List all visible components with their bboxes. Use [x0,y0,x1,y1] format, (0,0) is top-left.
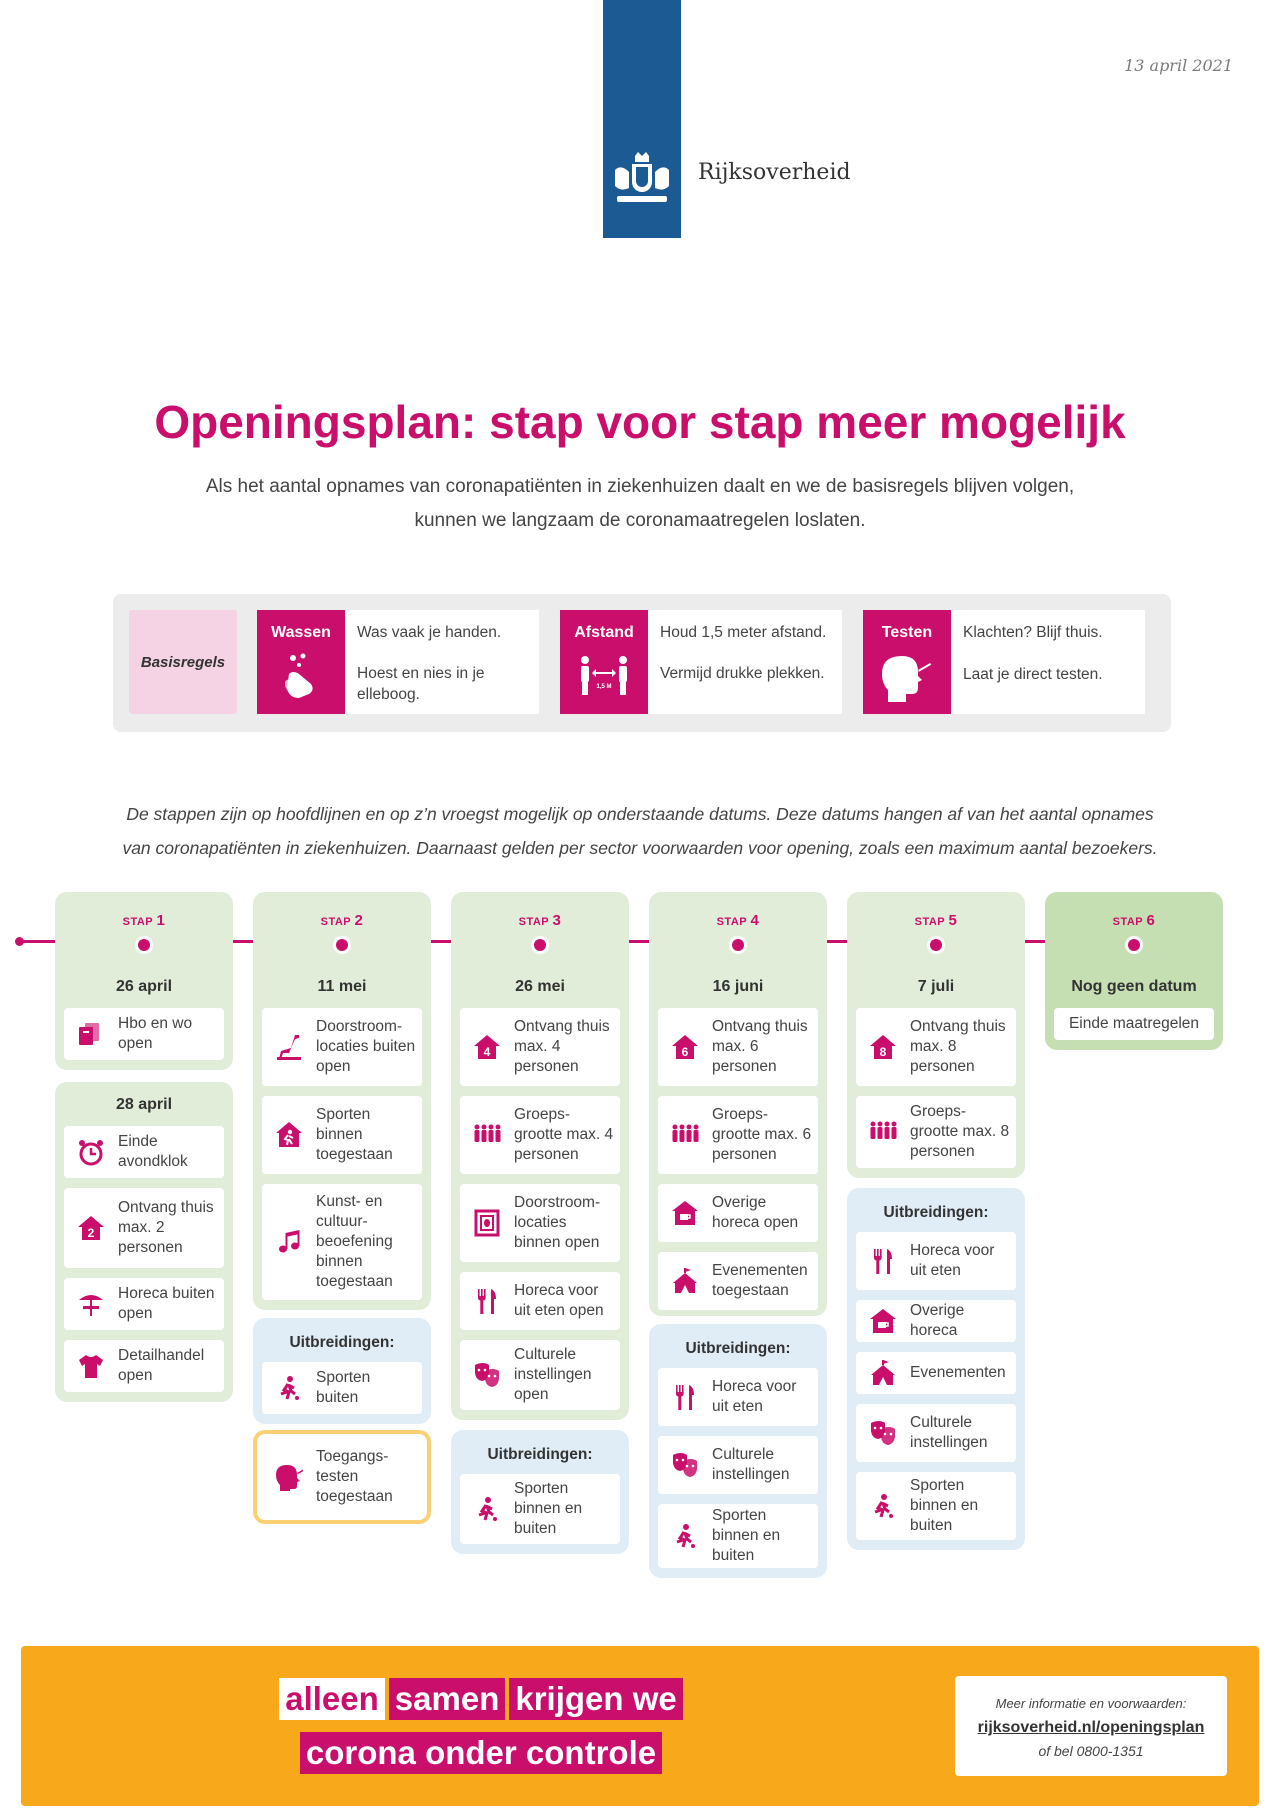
step-1-column [55,892,233,1070]
measure-card [658,1436,818,1494]
hand-washing-icon [279,652,323,702]
measure-text: Horeca buiten open [118,1285,215,1322]
measure-card [460,1184,620,1262]
slogan [21,1676,941,1784]
extensions-label: Uitbreidingen: [289,1334,395,1351]
intro-text: De stappen zijn op hoofdlijnen en op z’n vroegst mogelijk op onderstaande datums. Deze datums hangen af van het aantal opnames van coronapatiënten in ziekenhuizen. Daarnaast gelden per sector voorwaarden voor opening, zoals een maximum aantal bezoekers. [122,804,1158,858]
measure-text: Ontvang thuis max. 8 personen [910,1018,1006,1075]
music-note-icon [274,1227,304,1257]
measure-text: Einde avondklok [118,1133,188,1170]
rule-line: Vermijd drukke plekken. [660,665,825,682]
measure-card [64,1188,224,1268]
slogan-word: krijgen we [509,1678,682,1720]
tshirt-icon [76,1351,106,1381]
measure-card [856,1008,1016,1086]
measure-text: Culturele instellingen [910,1414,988,1451]
test-icon [882,652,932,702]
terrace-icon [76,1289,106,1319]
measure-text: Toegangs-testen toegestaan [316,1448,393,1505]
timeline-dot [135,936,153,954]
info-box [955,1676,1227,1776]
distance-label: 1,5 M [596,684,612,690]
step-label: STAP 4 [716,912,760,929]
extensions-label: Uitbreidingen: [685,1340,791,1357]
rule-line: Houd 1,5 meter afstand. [660,624,827,641]
rule-title: Afstand [574,624,634,641]
info-link[interactable]: rijksoverheid.nl/openingsplan [977,1719,1205,1736]
measure-text: Einde maatregelen [1068,1015,1200,1032]
timeline-dot [927,936,945,954]
basisregels-label: Basisregels [129,610,237,714]
measure-card [262,1096,422,1174]
runner-icon [274,1373,304,1403]
rule-line: Klachten? Blijf thuis. [963,624,1103,641]
extensions-label: Uitbreidingen: [883,1204,989,1221]
measure-card [262,1008,422,1086]
measure-card [856,1472,1016,1540]
measure-text: Sporten binnen en buiten [910,1477,979,1534]
measure-text: Detailhandel open [118,1347,205,1384]
step-5-column [847,892,1025,1178]
measure-card [1054,1008,1214,1040]
group-icon [670,1120,700,1150]
measure-text: Sporten binnen toegestaan [316,1106,393,1163]
step-2-extensions [253,1318,431,1424]
step-2-column [253,892,431,1310]
measure-text: Doorstroom-locaties binnen open [514,1194,601,1251]
rule-line: Was vaak je handen. [357,624,502,641]
measure-text: Overige horeca open [712,1194,799,1231]
measure-text: Groeps-grootte max. 8 personen [910,1103,1010,1160]
cafe-icon [670,1198,700,1228]
measure-card [460,1474,620,1544]
measure-card [856,1232,1016,1290]
step-label: STAP 5 [914,912,958,929]
rule-afstand [560,610,842,714]
measure-text: Groeps-grootte max. 4 personen [514,1106,614,1163]
measure-card [460,1096,620,1174]
giraffe-icon [274,1032,304,1062]
measure-card [856,1352,1016,1394]
house-6-icon [670,1032,700,1062]
measure-text: Evenementen toegestaan [712,1262,808,1299]
extensions-label: Uitbreidingen: [487,1446,593,1463]
measure-text: Sporten binnen en buiten [514,1480,583,1537]
measure-card [856,1404,1016,1462]
step-date: 7 juli [917,978,955,995]
house-8-icon [868,1032,898,1062]
timeline-dot [333,936,351,954]
measure-card [64,1126,224,1178]
step-2-extra [253,1430,431,1524]
measure-card [262,1184,422,1300]
step-label: STAP 1 [122,912,166,929]
measure-card [64,1340,224,1392]
cafe-icon [868,1306,898,1336]
measure-text: Sporten binnen en buiten [712,1507,781,1564]
measure-card [262,1362,422,1414]
coat-of-arms-icon [611,152,673,208]
measure-text: Ontvang thuis max. 4 personen [514,1018,610,1075]
publication-date: 13 april 2021 [1124,56,1233,75]
house-2-icon [76,1213,106,1243]
measure-card [64,1278,224,1330]
theatre-masks-icon [868,1418,898,1448]
measure-card [460,1340,620,1410]
measure-card [460,1272,620,1330]
measure-text: Culturele instellingen [712,1446,790,1483]
books-icon [76,1019,106,1049]
timeline-dot [1125,936,1143,954]
runner-icon [868,1491,898,1521]
measure-card [856,1300,1016,1342]
house-4-icon [472,1032,502,1062]
rule-wassen [257,610,539,714]
measure-card [658,1008,818,1086]
basisregels-panel [113,594,1171,732]
step-4-extensions [649,1324,827,1578]
slogan-word: alleen [279,1678,385,1720]
distance-icon [579,652,629,702]
step-date: 26 mei [515,978,565,995]
step-3-extensions [451,1430,629,1554]
step-date: 28 april [115,1096,173,1113]
measure-card [64,1008,224,1060]
test-head-icon [274,1462,304,1492]
measure-card [658,1184,818,1242]
group-icon [472,1120,502,1150]
group-icon [868,1117,898,1147]
step-label: STAP 3 [518,912,562,929]
info-label: Meer informatie en voorwaarden: [995,1696,1187,1711]
svg-text:8: 8 [879,1045,887,1059]
indoor-sport-icon [274,1120,304,1150]
svg-text:2: 2 [87,1226,95,1240]
measure-text: Culturele instellingen open [514,1346,592,1403]
slogan-word: corona onder controle [300,1732,662,1774]
measure-card [856,1096,1016,1168]
fork-knife-icon [670,1382,700,1412]
info-phone: of bel 0800-1351 [1038,1743,1144,1759]
measure-text: Ontvang thuis max. 6 personen [712,1018,808,1075]
organisation-name: Rijksoverheid [698,160,851,185]
fork-knife-icon [868,1246,898,1276]
measure-text: Ontvang thuis max. 2 personen [118,1199,214,1256]
svg-text:6: 6 [681,1045,689,1059]
step-1b-column [55,1082,233,1402]
step-3-column [451,892,629,1420]
measure-card [658,1504,818,1568]
measure-text: Horeca voor uit eten [712,1378,797,1415]
page-title: Openingsplan: stap voor stap meer mogelijk [154,396,1126,448]
measure-card [262,1440,422,1514]
step-date: 16 juni [712,978,764,995]
timeline-dot [729,936,747,954]
theatre-masks-icon [472,1360,502,1390]
measure-card [460,1008,620,1086]
step-date: Nog geen datum [1071,978,1197,995]
measure-text: Overige horeca [910,1302,965,1339]
measure-text: Groeps-grootte max. 6 personen [712,1106,812,1163]
step-4-column [649,892,827,1316]
measure-card [658,1252,818,1310]
step-6-column [1045,892,1223,1050]
fork-knife-icon [472,1286,502,1316]
measure-card [658,1368,818,1426]
step-label: STAP 2 [320,912,364,929]
measure-text: Horeca voor uit eten open [514,1282,604,1319]
circus-tent-icon [670,1266,700,1296]
alarm-clock-icon [76,1137,106,1167]
step-label: STAP 6 [1112,912,1156,929]
rule-title: Wassen [271,624,331,641]
theatre-masks-icon [670,1450,700,1480]
slogan-word: samen [389,1678,506,1720]
circus-tent-icon [868,1358,898,1388]
footer-banner [21,1646,1259,1806]
rule-line: Laat je direct testen. [963,666,1103,683]
svg-text:4: 4 [483,1045,491,1059]
subtitle: Als het aantal opnames van coronapatiënten in ziekenhuizen daalt en we de basisregels blijven volgen, kunnen we langzaam de coronamaatregelen loslaten. [205,476,1075,531]
step-date: 11 mei [317,978,367,995]
measure-text: Doorstroom-locaties buiten open [316,1018,416,1075]
rule-title: Testen [881,624,933,641]
timeline-dot [531,936,549,954]
measure-card [658,1096,818,1174]
step-date: 26 april [115,978,173,995]
measure-text: Hbo en wo open [118,1015,193,1052]
measure-text: Sporten buiten [316,1369,371,1406]
runner-icon [670,1521,700,1551]
measure-text: Evenementen [910,1364,1006,1381]
measure-text: Kunst- en cultuur-beoefening binnen toegestaan [316,1193,393,1290]
rule-testen [863,610,1145,714]
step-5-extensions [847,1188,1025,1550]
rule-line: Hoest en nies in je elleboog. [357,665,485,703]
rijksoverheid-logo-bar [603,0,681,238]
runner-icon [472,1494,502,1524]
museum-frame-icon [472,1208,502,1238]
measure-text: Horeca voor uit eten [910,1242,995,1279]
